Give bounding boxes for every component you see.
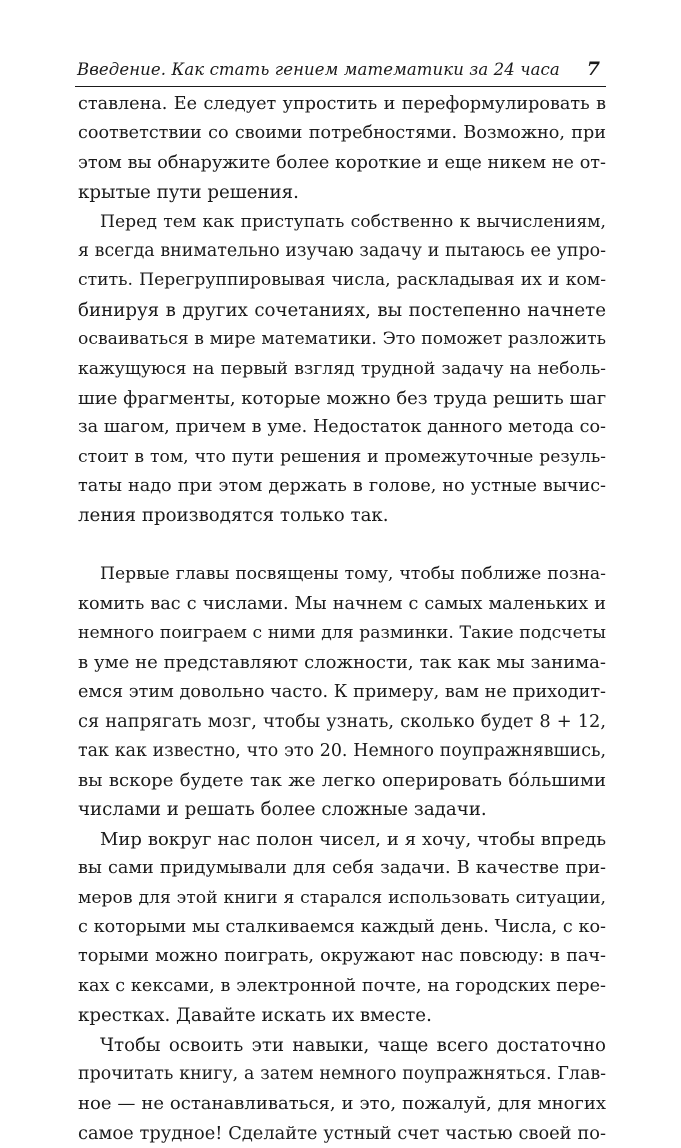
text-line: ках с кексами, в электронной почте, на городских пере- xyxy=(78,972,606,1001)
paragraph xyxy=(78,825,606,1031)
text-line: осваиваться в мире математики. Это поможет разложить xyxy=(78,325,606,354)
running-header xyxy=(75,55,606,85)
text-line: меров для этой книги я старался использовать ситуации, xyxy=(78,884,606,913)
header-title: Введение. Как стать гением математики за 24 часа xyxy=(77,60,560,79)
text-line: этом вы обнаружите более короткие и еще никем не от- xyxy=(78,149,606,178)
text-line: за шагом, причем в уме. Недостаток данного метода со- xyxy=(78,413,606,442)
text-line: вы вскоре будете так же легко оперировать бóльшими xyxy=(78,766,606,795)
text-line: емся этим довольно часто. К примеру, вам не приходит- xyxy=(78,678,606,707)
text-line: шие фрагменты, которые можно без труда решить шаг xyxy=(78,384,606,413)
text-line: соответствии со своими потребностями. Возможно, при xyxy=(78,119,606,148)
section-break xyxy=(78,531,606,560)
text-line: Чтобы освоить эти навыки, чаще всего достаточно xyxy=(78,1031,606,1060)
text-line: так как известно, что это 20. Немного поупражнявшись, xyxy=(78,737,606,766)
header-rule xyxy=(75,86,606,87)
paragraph xyxy=(78,1031,606,1148)
text-line: прочитать книгу, а затем немного поупражняться. Глав- xyxy=(78,1060,606,1089)
text-line: кажущуюся на первый взгляд трудной задачу на неболь- xyxy=(78,355,606,384)
text-line: торыми можно поиграть, окружают нас повсюду: в пач- xyxy=(78,942,606,971)
text-line: ления производятся только так. xyxy=(78,501,606,530)
text-line: комить вас с числами. Мы начнем с самых маленьких и xyxy=(78,590,606,619)
text-line: стоит в том, что пути решения и промежуточные резуль- xyxy=(78,443,606,472)
text-line: ся напрягать мозг, чтобы узнать, сколько будет 8 + 12, xyxy=(78,707,606,736)
text-line: Первые главы посвящены тому, чтобы поближе позна- xyxy=(78,560,606,589)
text-line: самое трудное! Сделайте устный счет частью своей по- xyxy=(78,1119,606,1148)
text-line: бинируя в других сочетаниях, вы постепенно начнете xyxy=(78,296,606,325)
paragraph xyxy=(78,560,606,825)
text-line: ное — не останавливаться, и это, пожалуй, для многих xyxy=(78,1089,606,1118)
text-line: таты надо при этом держать в голове, но устные вычис- xyxy=(78,472,606,501)
text-line: Мир вокруг нас полон чисел, и я хочу, чтобы впредь xyxy=(78,825,606,854)
text-line: я всегда внимательно изучаю задачу и пытаюсь ее упро- xyxy=(78,237,606,266)
text-line: числами и решать более сложные задачи. xyxy=(78,795,606,824)
paragraph xyxy=(78,90,606,208)
text-line: немного поиграем с ними для разминки. Такие подсчеты xyxy=(78,619,606,648)
text-line: вы сами придумывали для себя задачи. В качестве при- xyxy=(78,854,606,883)
text-line: стить. Перегруппировывая числа, раскладывая их и ком- xyxy=(78,266,606,295)
text-line: с которыми мы сталкиваемся каждый день. Числа, с ко- xyxy=(78,913,606,942)
text-line: в уме не представляют сложности, так как мы занима- xyxy=(78,648,606,677)
paragraph xyxy=(78,208,606,531)
text-line: ставлена. Ее следует упростить и переформулировать в xyxy=(78,90,606,119)
page-number: 7 xyxy=(587,58,600,80)
text-line: Перед тем как приступать собственно к вычислениям, xyxy=(78,208,606,237)
text-line: крестках. Давайте искать их вместе. xyxy=(78,1001,606,1030)
body-text xyxy=(78,90,606,1148)
text-line: крытые пути решения. xyxy=(78,178,606,207)
